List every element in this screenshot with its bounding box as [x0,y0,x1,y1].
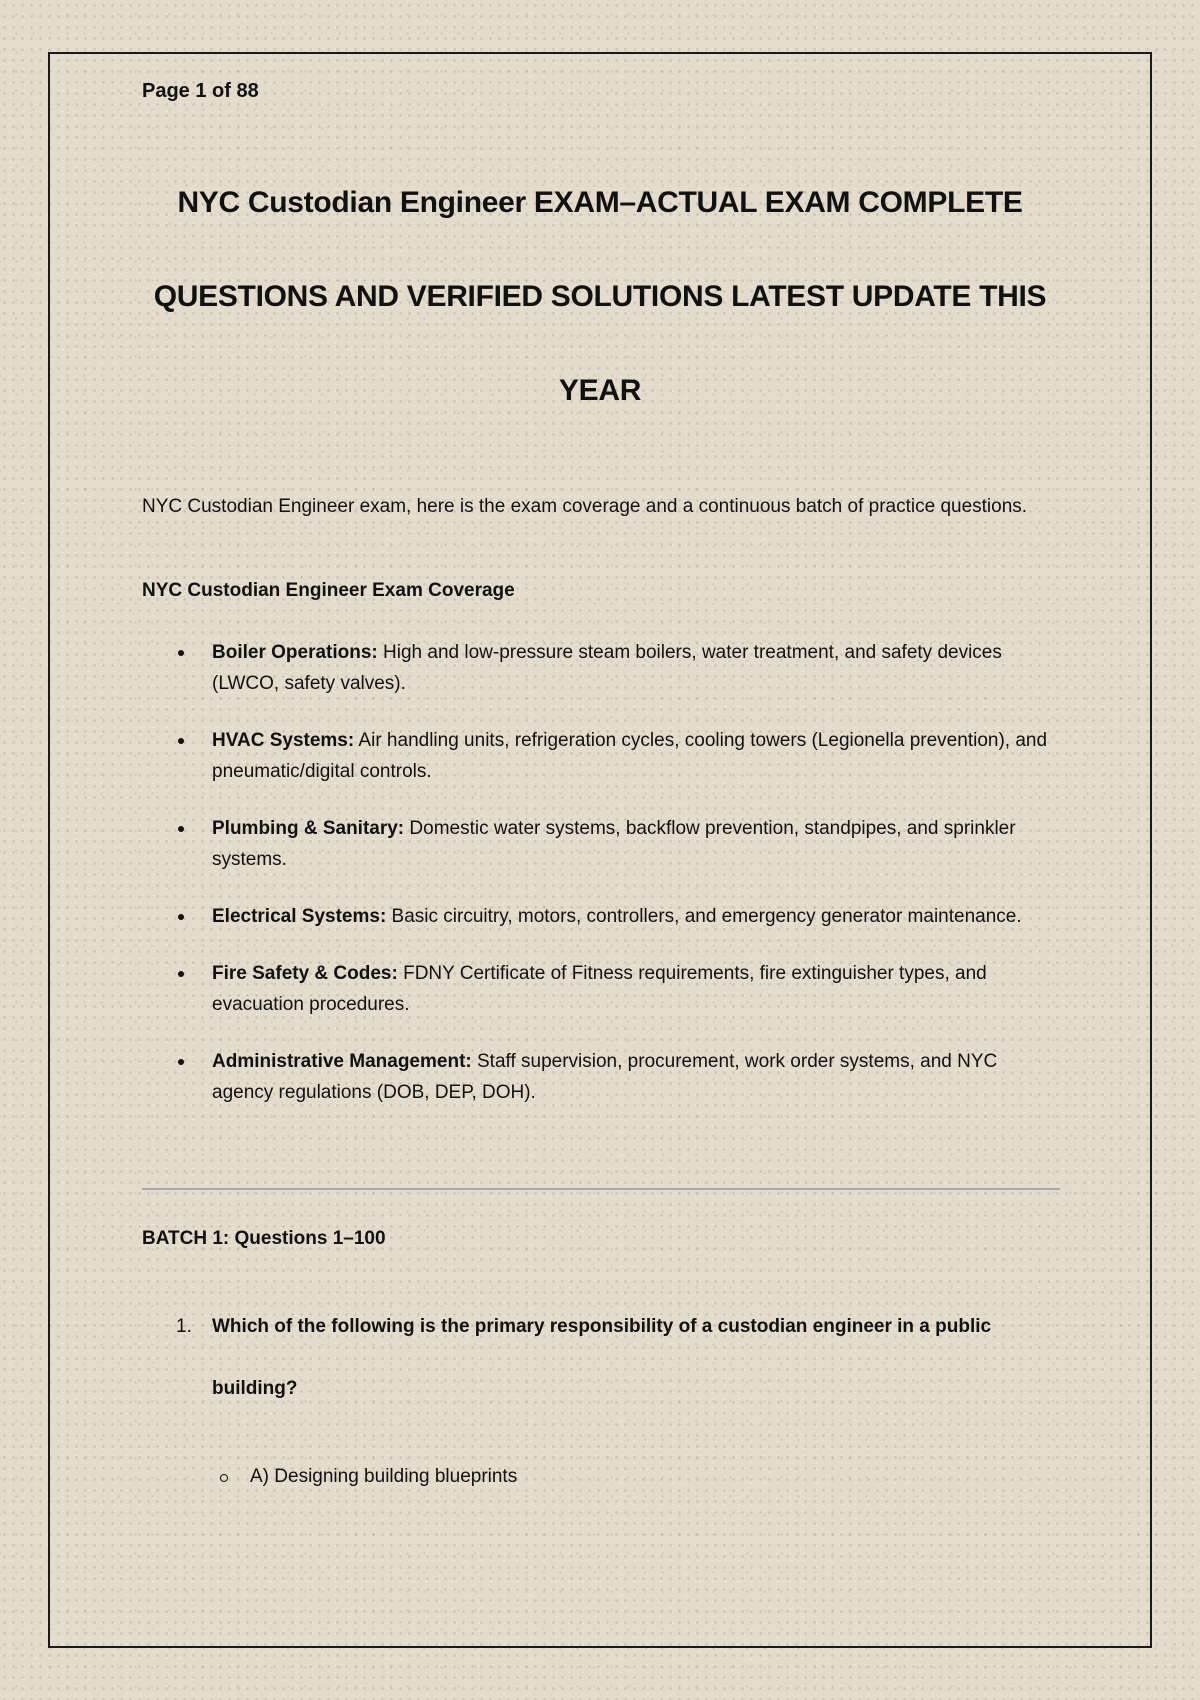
coverage-item-boiler [142,637,1062,699]
page-number: Page 1 of 88 [142,80,259,102]
coverage-item-label: Plumbing & Sanitary: [212,818,405,839]
bullet-icon [178,826,184,832]
intro-paragraph: NYC Custodian Engineer exam, here is the exam coverage and a continuous batch of practice questions. [142,496,1028,517]
coverage-list [142,637,1062,1134]
title-line-3: YEAR [558,374,642,407]
batch-heading: BATCH 1: Questions 1–100 [142,1228,386,1249]
coverage-item-text: Air handling units, refrigeration cycles, cooling towers (Legionella prevention), and pneumatic/digital controls. [212,730,1048,782]
circle-bullet-icon [220,1474,228,1482]
coverage-item-text: Domestic water systems, backflow prevention, standpipes, and sprinkler systems. [212,818,1016,870]
coverage-item-text: High and low-pressure steam boilers, water treatment, and safety devices (LWCO, safety valves). [212,642,1002,694]
question-text-line-1: Which of the following is the primary responsibility of a custodian engineer in a public [212,1316,992,1337]
horizontal-divider [142,1188,1060,1190]
coverage-item-text: Basic circuitry, motors, controllers, and emergency generator maintenance. [386,906,1022,927]
bullet-icon [178,738,184,744]
bullet-icon [178,1059,184,1065]
coverage-item-plumbing [142,813,1062,875]
answer-option-text: A) Designing building blueprints [250,1466,518,1487]
coverage-item-label: Administrative Management: [212,1051,472,1072]
title-line-2: QUESTIONS AND VERIFIED SOLUTIONS LATEST UPDATE THIS [153,280,1047,313]
question-text-line-2: building? [212,1378,298,1399]
coverage-item-text: FDNY Certificate of Fitness requirements, fire extinguisher types, and evacuation procedures. [212,963,987,1015]
coverage-item-label: Electrical Systems: [212,906,387,927]
question-number: 1. [176,1316,192,1337]
coverage-item-label: Fire Safety & Codes: [212,963,398,984]
question-text [212,1312,1072,1404]
coverage-item-fire-safety [142,958,1062,1020]
bullet-icon [178,971,184,977]
title-line-1: NYC Custodian Engineer EXAM–ACTUAL EXAM COMPLETE [177,186,1023,219]
coverage-item-hvac [142,725,1062,787]
coverage-item-administrative [142,1046,1062,1108]
question-1 [142,1312,1072,1404]
bullet-icon [178,650,184,656]
coverage-item-label: Boiler Operations: [212,642,378,663]
coverage-item-label: HVAC Systems: [212,730,355,751]
coverage-item-electrical [142,901,1062,932]
coverage-heading: NYC Custodian Engineer Exam Coverage [142,580,515,601]
coverage-item-text: Staff supervision, procurement, work order systems, and NYC agency regulations (DOB, DEP, DOH). [212,1051,998,1103]
bullet-icon [178,914,184,920]
answer-option-a [250,1466,517,1488]
